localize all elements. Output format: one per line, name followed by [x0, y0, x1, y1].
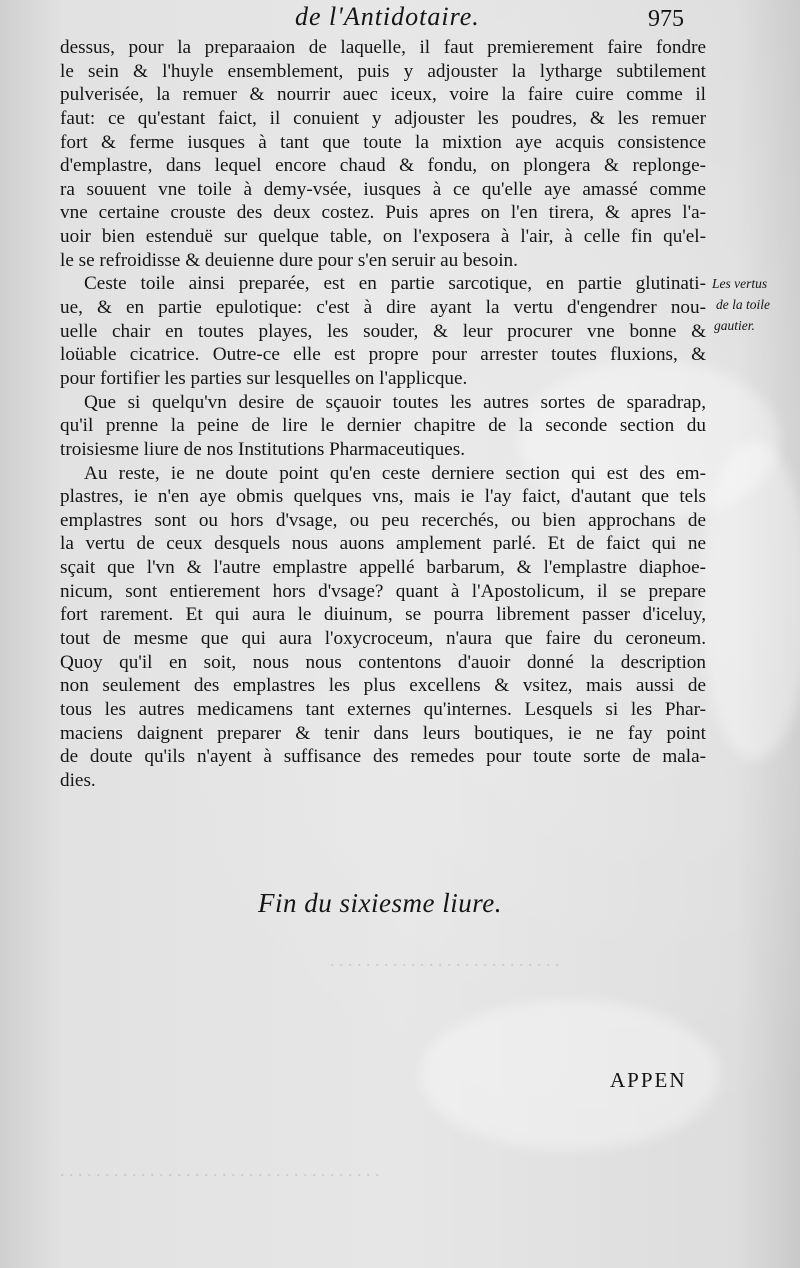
text-line: tous les autres medicamens tant externes qu'internes. Lesquels si les Phar- — [60, 698, 706, 720]
text-line: Au reste, ie ne doute point qu'en ceste derniere section qui est des em- — [84, 462, 706, 484]
margin-note — [712, 273, 796, 336]
main-text — [60, 36, 706, 793]
text-line: uelle chair en toutes playes, les souder, & leur procurer vne bonne & — [60, 320, 706, 342]
text-line: ue, & en partie epulotique: c'est à dire ayant la vertu d'engendrer nou- — [60, 297, 706, 319]
show-through-text: . . . . . . . . . . . . . . . . . . . . . . . . . . — [330, 950, 560, 970]
text-line: la vertu de ceux desquels nous auons amplement parlé. Et de faict qui ne — [60, 533, 706, 555]
water-stain — [700, 440, 800, 760]
text-line: fort & ferme iusques à tant que toute la mixtion aye acquis consistence — [60, 131, 706, 153]
text-line: sçait que l'vn & l'autre emplastre appellé barbarum, & l'emplastre diaphoe- — [60, 557, 706, 579]
show-through-text: . . . . . . . . . . . . . . . . . . . . . . . . . . . . . . . . . . . . — [60, 1160, 380, 1180]
text-line: qu'il prenne la peine de lire le dernier chapitre de la seconde section du — [60, 415, 706, 437]
text-line: dies. — [60, 769, 96, 791]
margin-note-line: de la toile — [716, 297, 770, 312]
text-line: de doute qu'ils n'ayent à suffisance des remedes pour toute sorte de mala- — [60, 746, 706, 768]
catchword: APPEN — [610, 1068, 687, 1092]
text-line: loüable cicatrice. Outre-ce elle est propre pour arrester toutes fluxions, & — [60, 344, 706, 366]
text-line: uoir bien estenduë sur quelque table, on l'exposera à l'air, à celle fin qu'el- — [60, 226, 706, 248]
text-line: emplastres sont ou hors d'vsage, ou peu recerchés, ou bien approchans de — [60, 509, 706, 531]
text-line: troisiesme liure de nos Institutions Pharmaceutiques. — [60, 438, 465, 460]
text-line: le sein & l'huyle ensemblement, puis y adjouster la lytharge subtilement — [60, 60, 706, 82]
text-line: nicum, sont entierement hors d'vsage? quant à l'Apostolicum, il se prepare — [60, 580, 706, 602]
text-line: Ceste toile ainsi preparée, est en partie sarcotique, en partie glutinati- — [84, 273, 706, 295]
text-line: Que si quelqu'vn desire de sçauoir toutes les autres sortes de sparadrap, — [84, 391, 706, 413]
text-line: fort rarement. Et qui aura le diuinum, se pourra librement passer d'iceluy, — [60, 604, 706, 626]
running-head: de l'Antidotaire. — [295, 2, 480, 31]
text-line: maciens daignent preparer & tenir dans leurs boutiques, ie ne fay point — [60, 722, 706, 744]
text-line: vne certaine crouste des deux costez. Puis apres on l'en tirera, & apres l'a- — [60, 202, 706, 224]
text-line: faut: ce qu'estant faict, il conuient y adjouster les poudres, & les remuer — [60, 107, 706, 129]
text-line: Quoy qu'il en soit, nous nous contentons d'auoir donné la description — [60, 651, 706, 673]
colophon: Fin du sixiesme liure. — [258, 888, 502, 918]
text-line: tout de mesme que qui aura l'oxycroceum, n'aura que faire du ceroneum. — [60, 628, 706, 650]
text-line: non seulement des emplastres les plus excellens & vsitez, mais aussi de — [60, 675, 706, 697]
text-line: d'emplastre, dans lequel encore chaud & fondu, on plongera & replonge- — [60, 155, 706, 177]
text-line: pour fortifier les parties sur lesquelles on l'applicque. — [60, 367, 468, 389]
page-number: 975 — [648, 6, 684, 32]
text-line: dessus, pour la preparaaion de laquelle, il faut premierement faire fondre — [60, 37, 706, 58]
text-line: le se refroidisse & deuienne dure pour s'en seruir au besoin. — [60, 249, 518, 271]
text-line: plastres, ie n'en aye obmis quelques vns, mais ie l'ay faict, d'autant que tels — [60, 486, 706, 508]
text-line: ra souuent vne toile à demy-vsée, iusques à ce qu'elle aye amassé comme — [60, 178, 706, 200]
margin-note-line: Les vertus — [712, 276, 768, 291]
margin-note-line: gautier. — [714, 318, 755, 333]
text-line: pulverisée, la remuer & nourrir auec iceux, voire la faire cuire comme il — [60, 84, 706, 106]
